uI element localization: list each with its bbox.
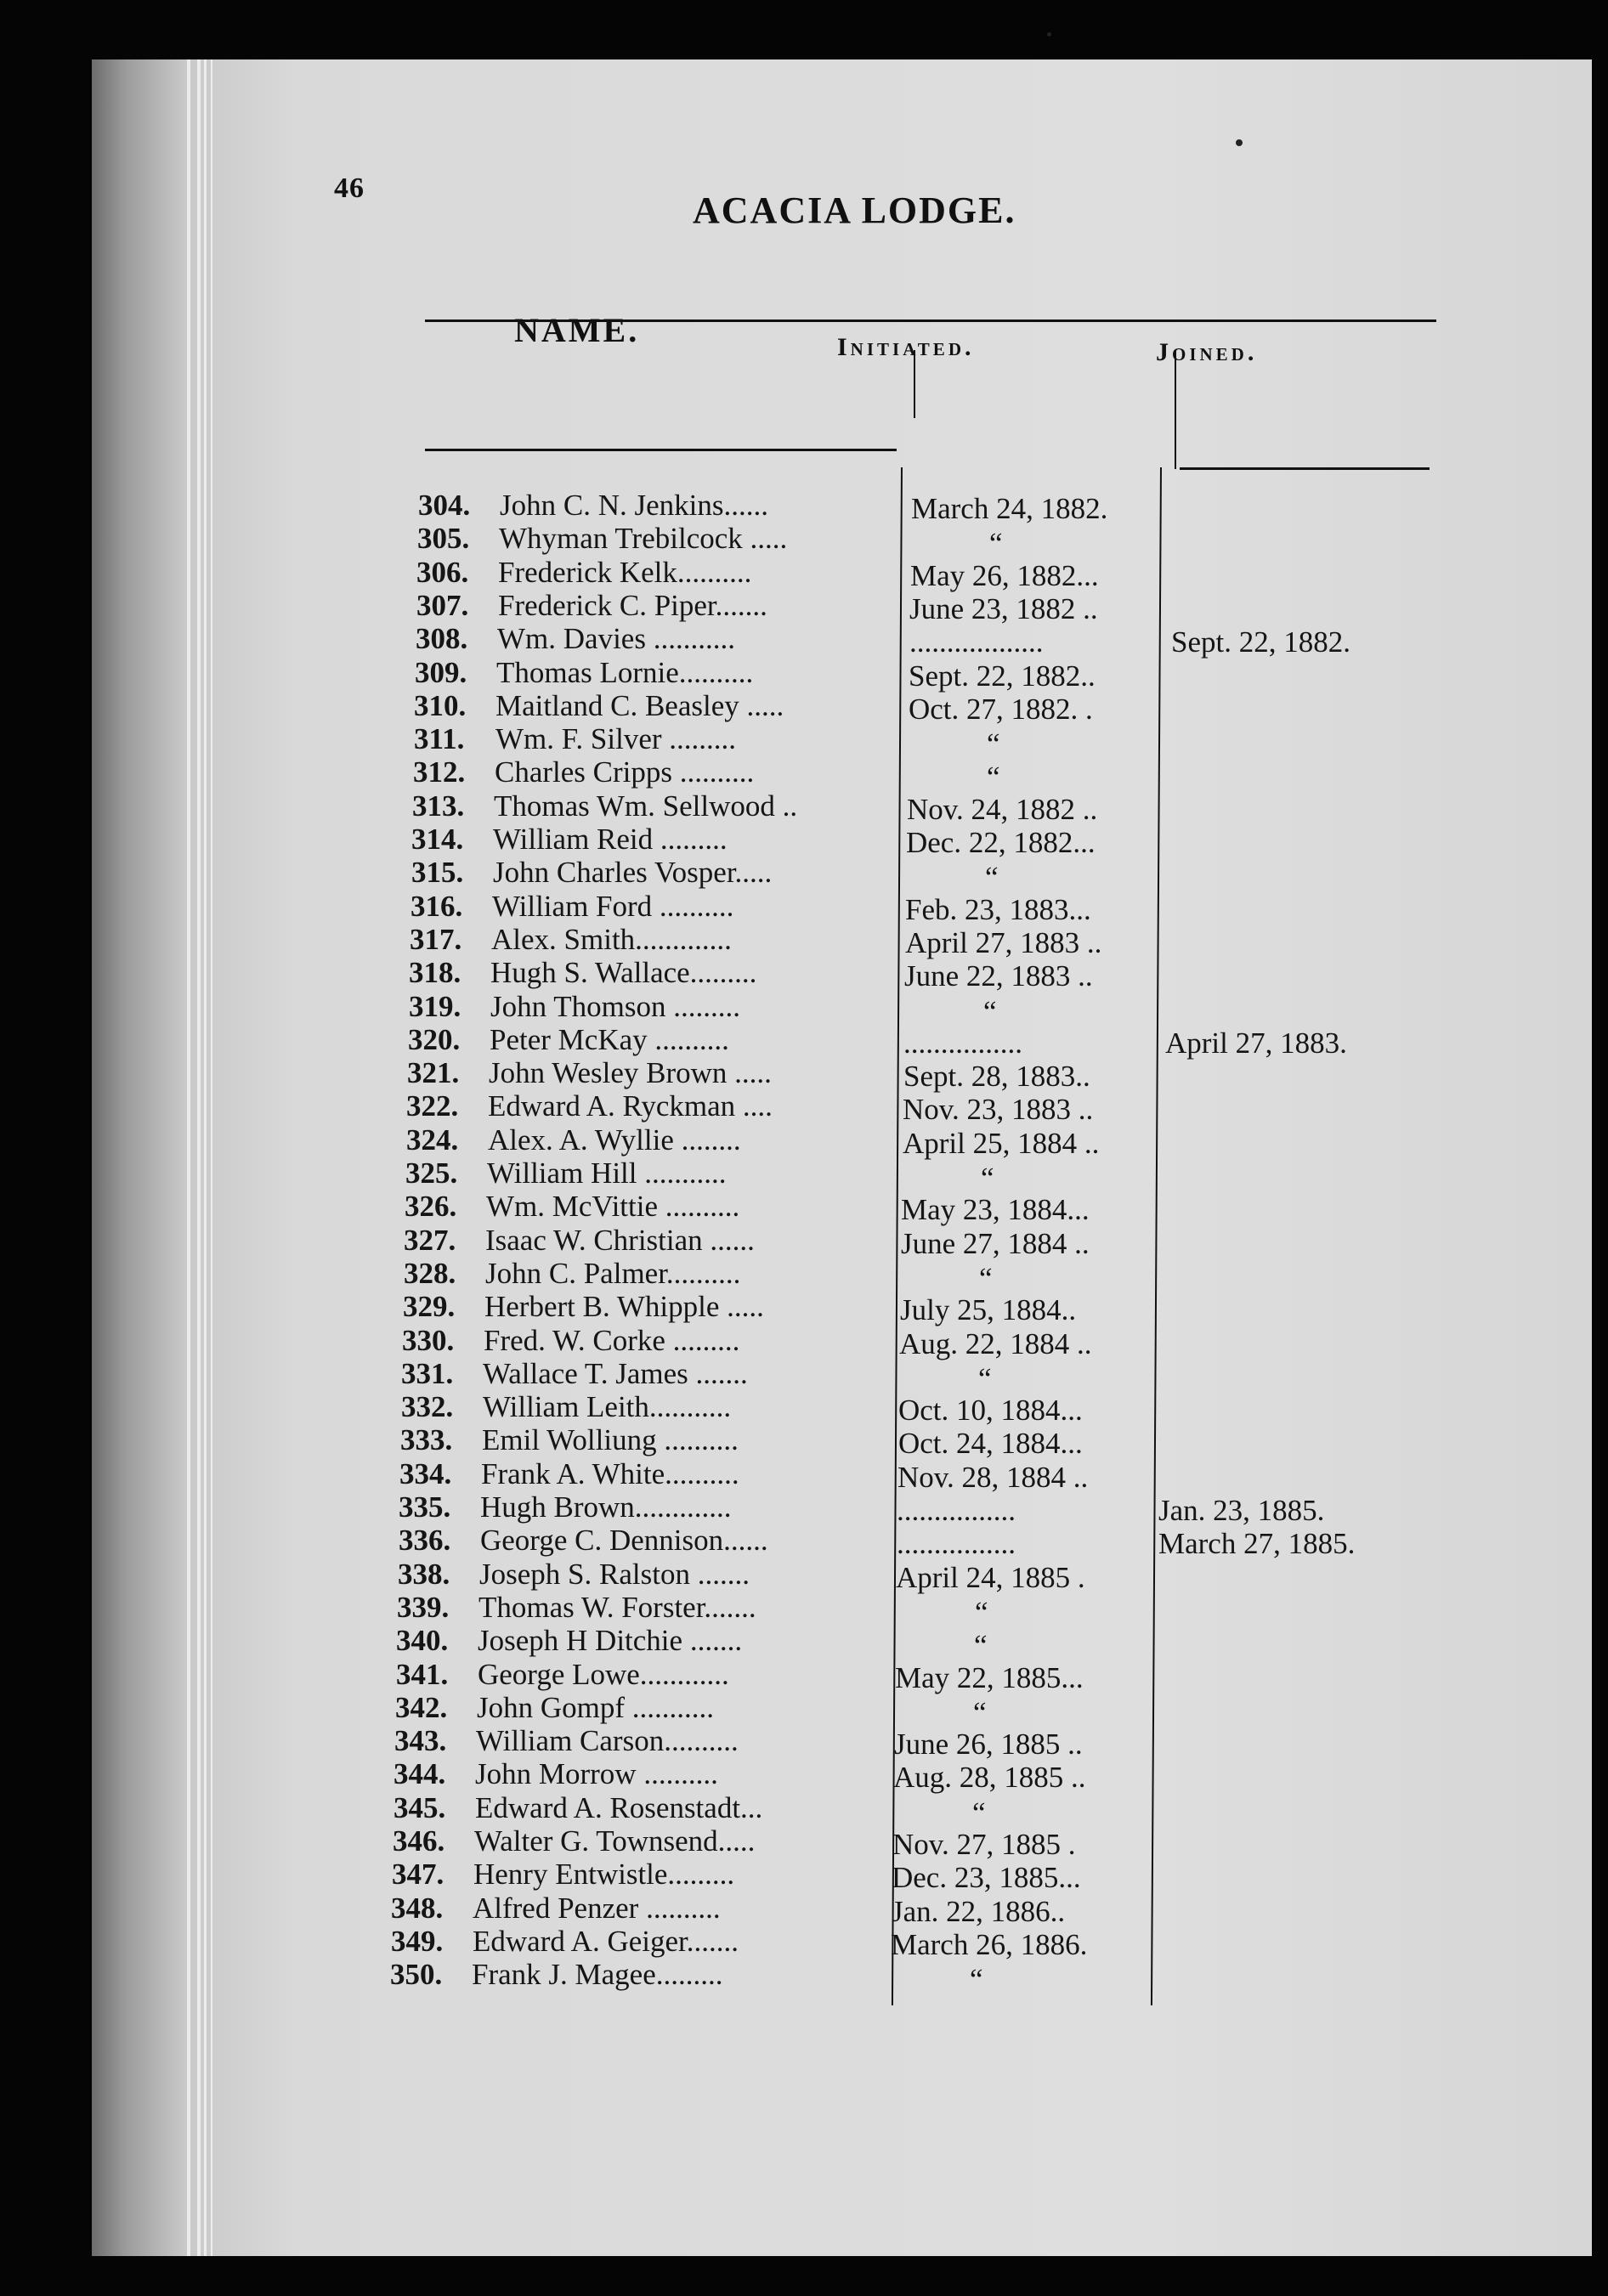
- initiated-date: ................: [897, 1494, 1016, 1527]
- member-name: Herbert B. Whipple .....: [484, 1290, 764, 1323]
- entry-number: 348.: [391, 1892, 444, 1925]
- initiated-date: Jan. 22, 1886..: [892, 1895, 1066, 1928]
- initiated-date: Feb. 23, 1883...: [905, 893, 1091, 926]
- member-name: Henry Entwistle.........: [473, 1858, 735, 1891]
- initiated-date: April 27, 1883 ..: [905, 926, 1102, 959]
- entry-number: 327.: [404, 1224, 456, 1257]
- initiated-date: Oct. 27, 1882. .: [909, 693, 1093, 726]
- joined-date: Jan. 23, 1885.: [1158, 1494, 1325, 1527]
- initiated-date: March 24, 1882.: [911, 492, 1108, 525]
- entry-number: 313.: [412, 789, 465, 823]
- member-name: Alfred Penzer ..........: [473, 1892, 721, 1925]
- member-name: Joseph H Ditchie .......: [478, 1624, 743, 1657]
- entry-number: 322.: [406, 1089, 459, 1123]
- initiated-date: June 26, 1885 ..: [894, 1728, 1083, 1761]
- book-page: [92, 59, 1592, 2256]
- initiated-date: “: [970, 1963, 983, 1996]
- initiated-date: Dec. 22, 1882...: [906, 826, 1096, 859]
- initiated-date: Nov. 28, 1884 ..: [897, 1461, 1089, 1494]
- joined-column-divider-top: [1175, 350, 1176, 469]
- member-name: Hugh S. Wallace.........: [490, 956, 757, 989]
- member-name: John C. N. Jenkins......: [500, 489, 768, 522]
- entry-number: 318.: [409, 956, 461, 989]
- entry-number: 305.: [417, 522, 470, 555]
- member-name: Emil Wolliung ..........: [482, 1423, 739, 1456]
- binding-edge: [197, 59, 201, 2256]
- scan-dust-spot: [1236, 139, 1243, 146]
- entry-number: 328.: [404, 1257, 456, 1290]
- member-name: Whyman Trebilcock .....: [499, 522, 788, 555]
- member-name: Wm. F. Silver .........: [495, 722, 737, 755]
- initiated-date: July 25, 1884..: [900, 1293, 1077, 1326]
- entry-number: 334.: [399, 1457, 452, 1490]
- entry-number: 347.: [392, 1858, 444, 1891]
- member-name: Edward A. Geiger.......: [473, 1925, 739, 1958]
- page-title: ACACIA LODGE.: [693, 189, 1016, 231]
- entry-number: 314.: [411, 823, 464, 856]
- member-name: George C. Dennison......: [480, 1524, 768, 1557]
- member-name: Isaac W. Christian ......: [485, 1224, 755, 1257]
- initiated-date: “: [974, 1629, 988, 1662]
- member-name: Alex. Smith.............: [491, 923, 732, 956]
- initiated-date: “: [989, 527, 1003, 560]
- entry-number: 349.: [391, 1925, 444, 1958]
- initiated-date: “: [987, 727, 1000, 761]
- entry-number: 335.: [399, 1490, 451, 1524]
- entry-number: 321.: [407, 1056, 460, 1089]
- initiated-date: March 26, 1886.: [891, 1928, 1088, 1961]
- column-header-initiated: Initiated.: [837, 333, 975, 361]
- member-name: Frank J. Magee.........: [472, 1958, 723, 1991]
- entry-number: 326.: [405, 1190, 457, 1223]
- member-name: Charles Cripps ..........: [495, 755, 755, 789]
- member-name: Frederick C. Piper.......: [498, 589, 767, 622]
- entry-number: 329.: [403, 1290, 456, 1323]
- column-header-name: NAME.: [514, 311, 640, 349]
- initiated-date: Nov. 23, 1883 ..: [903, 1093, 1094, 1126]
- initiated-date: ................: [903, 1026, 1022, 1060]
- member-name: John Charles Vosper.....: [493, 856, 773, 889]
- entry-number: 343.: [394, 1724, 447, 1757]
- member-name: Frank A. White..........: [481, 1457, 739, 1490]
- initiated-date: May 22, 1885...: [895, 1661, 1084, 1694]
- entry-number: 340.: [396, 1624, 449, 1657]
- initiated-date: Oct. 24, 1884...: [898, 1427, 1083, 1460]
- member-name: Wm. Davies ...........: [497, 622, 735, 655]
- member-name: John Thomson .........: [490, 990, 740, 1023]
- entry-number: 345.: [394, 1791, 446, 1824]
- entry-number: 310.: [414, 689, 467, 722]
- entry-number: 346.: [393, 1824, 445, 1858]
- member-name: Walter G. Townsend.....: [474, 1824, 756, 1858]
- entry-number: 316.: [410, 890, 463, 923]
- entry-number: 324.: [406, 1123, 459, 1156]
- member-name: Hugh Brown.............: [480, 1490, 732, 1524]
- entry-number: 330.: [402, 1324, 455, 1357]
- entry-number: 319.: [409, 990, 461, 1023]
- member-name: William Hill ...........: [487, 1156, 727, 1190]
- initiated-date: May 23, 1884...: [901, 1193, 1090, 1226]
- column-header-joined: Joined.: [1156, 338, 1258, 366]
- member-name: John Wesley Brown .....: [489, 1056, 772, 1089]
- entry-number: 307.: [416, 589, 469, 622]
- initiated-date: Nov. 27, 1885 .: [892, 1828, 1076, 1861]
- member-name: William Leith...........: [483, 1390, 732, 1423]
- member-name: Alex. A. Wyllie ........: [488, 1123, 741, 1156]
- joined-date: Sept. 22, 1882.: [1171, 625, 1350, 659]
- entry-number: 331.: [401, 1357, 454, 1390]
- member-name: Peter McKay ..........: [490, 1023, 729, 1056]
- entry-number: 350.: [390, 1958, 443, 1991]
- binding-edge: [211, 59, 212, 2256]
- joined-date: March 27, 1885.: [1158, 1527, 1356, 1560]
- entry-number: 306.: [416, 556, 469, 589]
- entry-number: 308.: [416, 622, 468, 655]
- initiated-date: “: [987, 761, 1000, 794]
- binding-edge: [187, 59, 190, 2256]
- page-number: 46: [334, 172, 365, 204]
- member-name: John C. Palmer..........: [485, 1257, 741, 1290]
- member-name: Edward A. Ryckman ....: [488, 1089, 773, 1123]
- entry-number: 339.: [397, 1591, 450, 1624]
- initiated-date: Aug. 28, 1885 ..: [893, 1761, 1086, 1794]
- member-name: John Morrow ..........: [475, 1757, 718, 1790]
- initiated-date: “: [981, 1162, 994, 1195]
- entry-number: 311.: [414, 722, 465, 755]
- member-name: Thomas W. Forster.......: [478, 1591, 756, 1624]
- initiated-date: ..................: [909, 625, 1044, 659]
- entry-number: 333.: [400, 1423, 453, 1456]
- entry-number: 309.: [415, 656, 467, 689]
- initiated-date: June 27, 1884 ..: [901, 1227, 1090, 1260]
- joined-header-rule: [1180, 467, 1430, 470]
- member-name: Edward A. Rosenstadt...: [475, 1791, 763, 1824]
- member-name: Thomas Lornie..........: [496, 656, 754, 689]
- initiated-date: June 22, 1883 ..: [904, 959, 1093, 992]
- initiated-date: “: [973, 1696, 987, 1729]
- member-name: William Ford ..........: [492, 890, 734, 923]
- entry-number: 317.: [410, 923, 462, 956]
- initiated-date: April 24, 1885 .: [896, 1561, 1085, 1594]
- name-header-rule: [425, 449, 897, 451]
- entry-number: 341.: [396, 1658, 449, 1691]
- scan-dust-spot: [1047, 32, 1051, 37]
- initiated-date: “: [983, 995, 997, 1028]
- joined-date: April 27, 1883.: [1165, 1026, 1347, 1060]
- member-name: Maitland C. Beasley .....: [495, 689, 784, 722]
- entry-number: 315.: [411, 856, 464, 889]
- member-name: William Reid .........: [493, 823, 728, 856]
- initiated-date: Dec. 23, 1885...: [892, 1861, 1081, 1894]
- entry-number: 344.: [394, 1757, 446, 1790]
- entry-number: 325.: [405, 1156, 458, 1190]
- member-name: Joseph S. Ralston .......: [479, 1558, 750, 1591]
- member-name: Wallace T. James .......: [483, 1357, 748, 1390]
- initiated-date: “: [972, 1796, 986, 1829]
- member-name: George Lowe............: [478, 1658, 729, 1691]
- member-name: Fred. W. Corke .........: [484, 1324, 740, 1357]
- member-name: William Carson..........: [476, 1724, 739, 1757]
- initiated-date: “: [985, 861, 999, 894]
- member-name: Thomas Wm. Sellwood ..: [494, 789, 798, 823]
- initiated-date: Sept. 22, 1882..: [909, 659, 1096, 693]
- entry-number: 304.: [418, 489, 471, 522]
- member-name: Wm. McVittie ..........: [486, 1190, 740, 1223]
- initiated-date: “: [979, 1262, 993, 1295]
- initiated-date: “: [978, 1362, 992, 1395]
- member-name: John Gompf ...........: [477, 1691, 715, 1724]
- initiated-date: Sept. 28, 1883..: [903, 1060, 1090, 1093]
- entry-number: 338.: [398, 1558, 450, 1591]
- initiated-date: May 26, 1882...: [910, 559, 1099, 592]
- initiated-date: April 25, 1884 ..: [903, 1127, 1100, 1160]
- entry-number: 336.: [399, 1524, 451, 1557]
- initiated-date: Oct. 10, 1884...: [898, 1394, 1083, 1427]
- binding-edge: [204, 59, 207, 2256]
- entry-number: 342.: [395, 1691, 448, 1724]
- initiated-date: June 23, 1882 ..: [909, 592, 1098, 625]
- initiated-date: Aug. 22, 1884 ..: [899, 1327, 1092, 1360]
- initiated-date: “: [975, 1596, 988, 1629]
- initiated-date: Nov. 24, 1882 ..: [907, 793, 1098, 826]
- entry-number: 320.: [408, 1023, 461, 1056]
- member-name: Frederick Kelk..........: [498, 556, 752, 589]
- entry-number: 332.: [401, 1390, 454, 1423]
- initiated-date: ................: [897, 1527, 1016, 1560]
- entry-number: 312.: [413, 755, 466, 789]
